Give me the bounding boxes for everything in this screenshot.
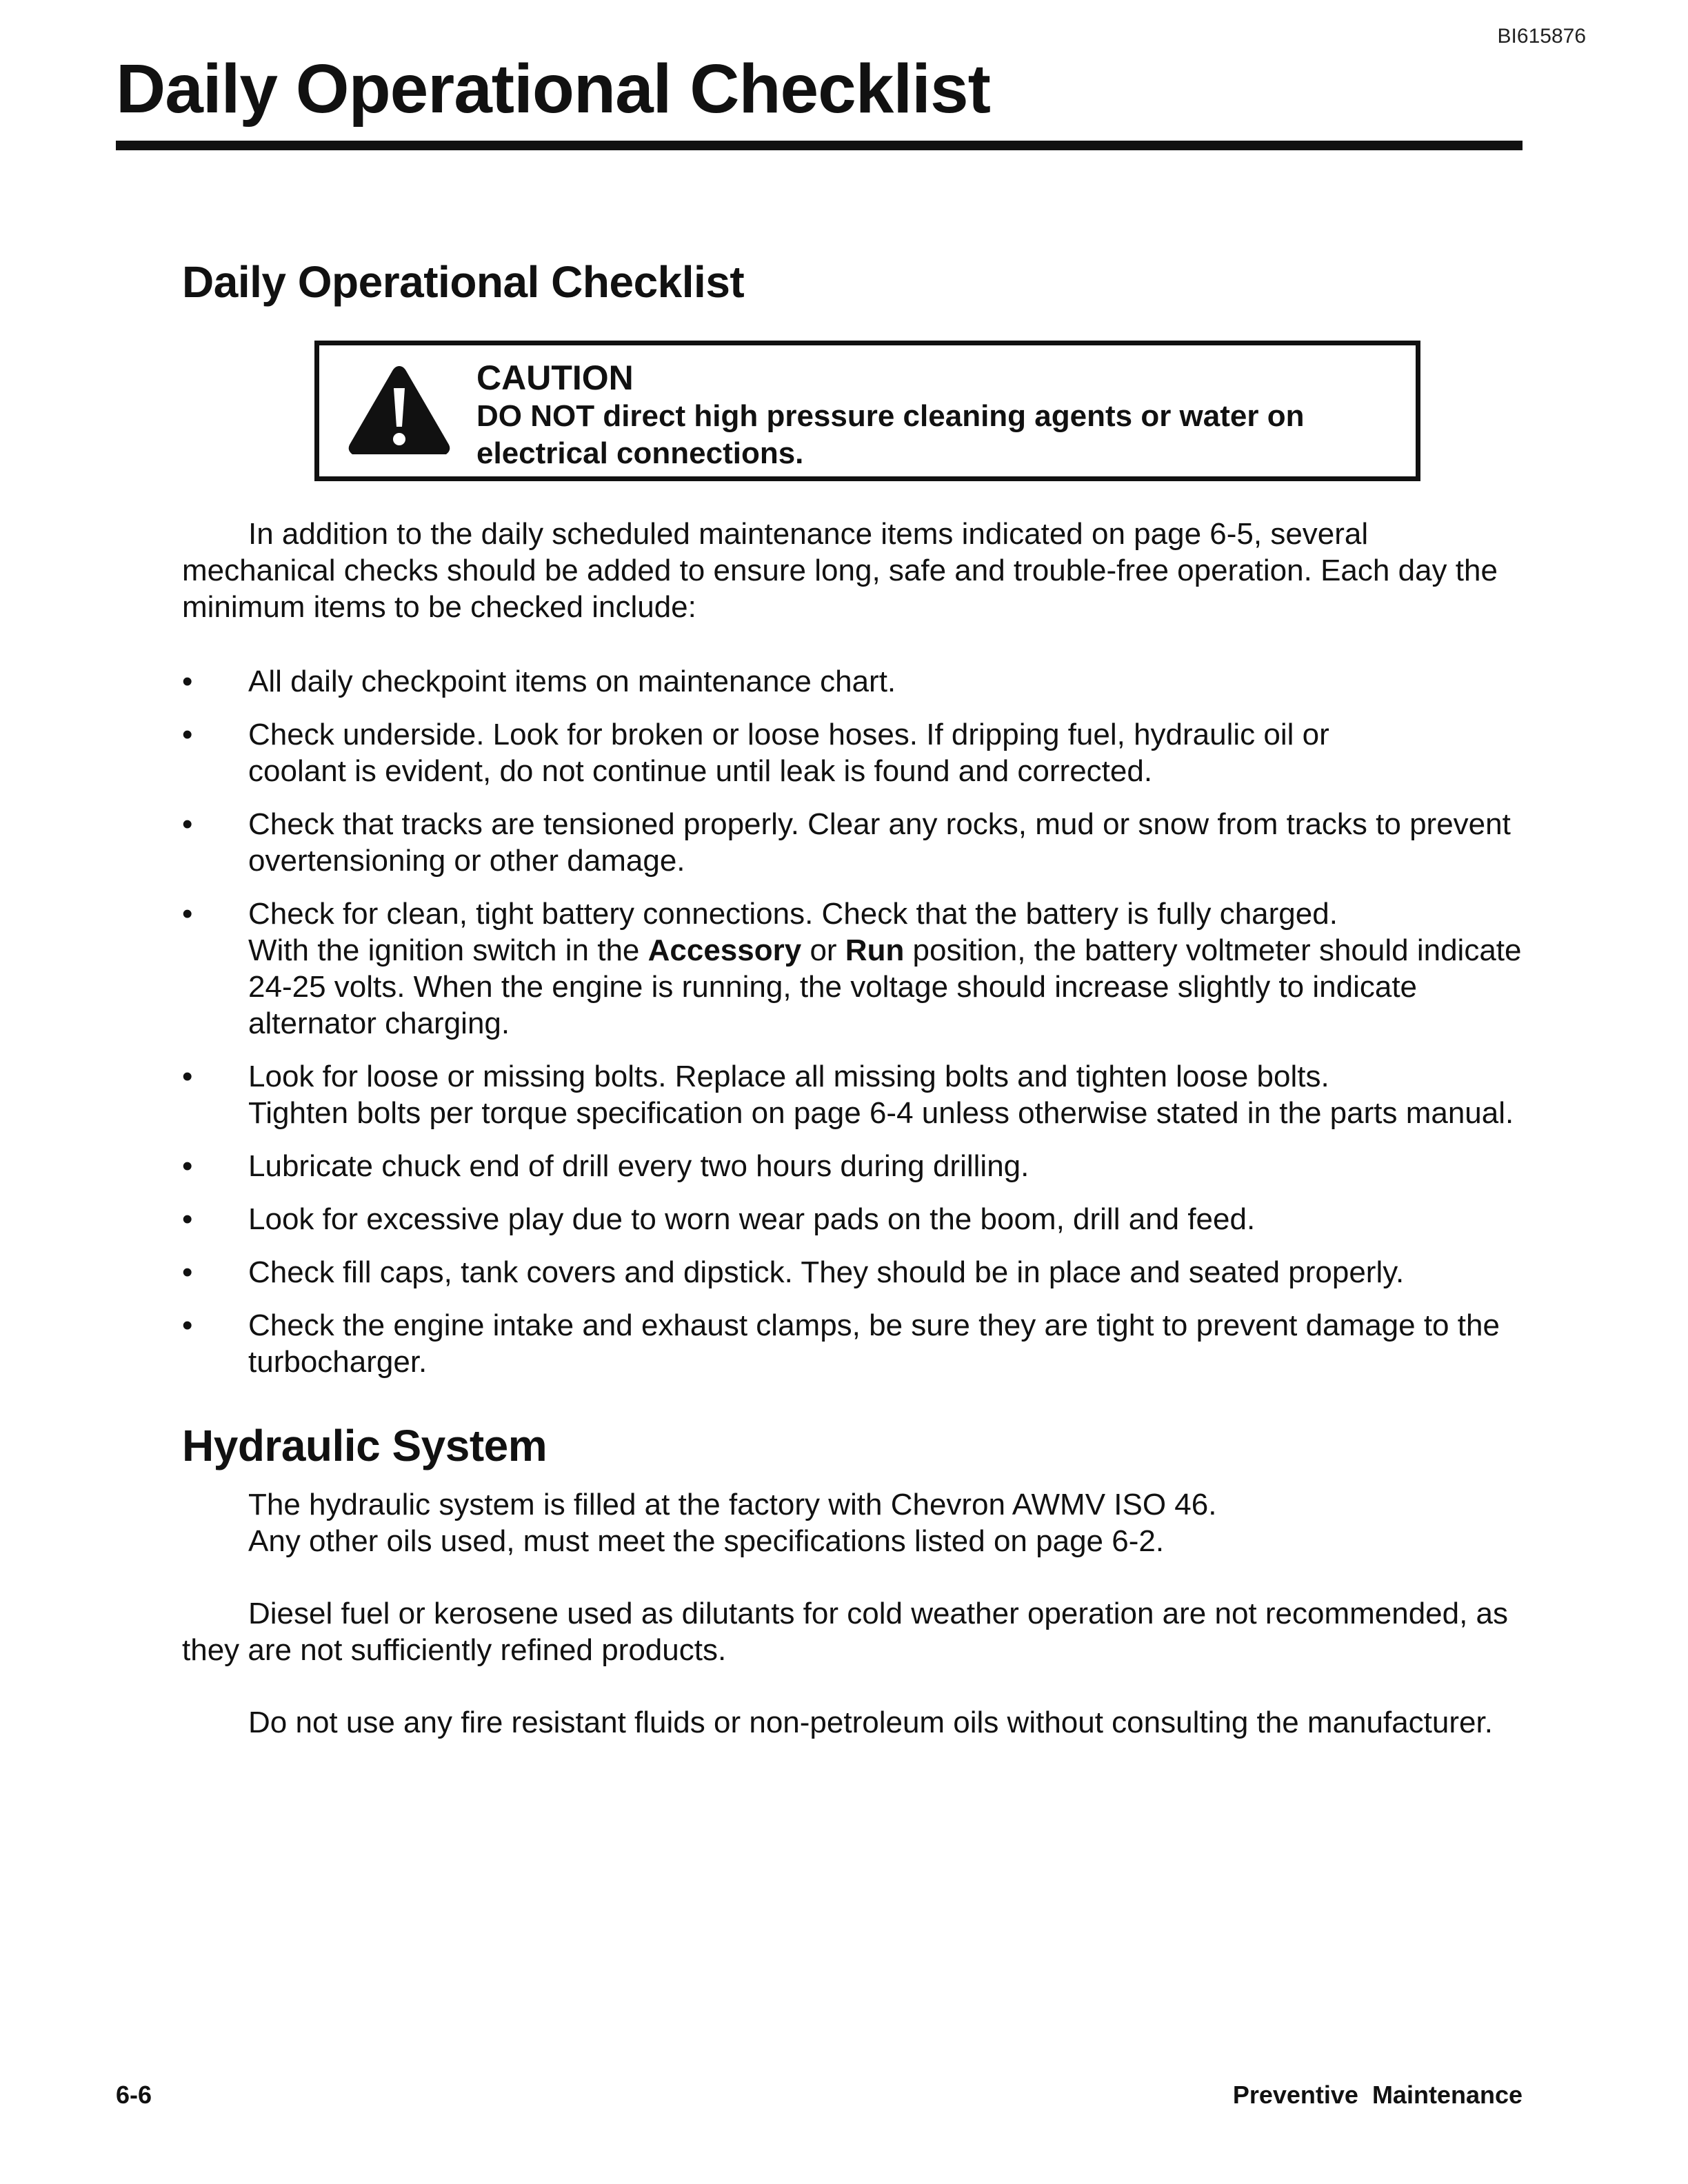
warning-triangle-icon [345,363,453,460]
bullet: • [182,1202,193,1236]
item-text: Check the engine intake and exhaust clamps, be sure they are tight to prevent damage to the turbocharger. [248,1308,1500,1379]
item-text: coolant is evident, do not continue until leak is found and corrected. [248,754,1153,788]
item-text: All daily checkpoint items on maintenance chart. [248,665,896,698]
document-id: BI615876 [1497,25,1586,48]
item-text: Tighten bolts per torque specification on page 6-4 unless otherwise stated in the parts manual. [248,1096,1514,1130]
list-item [182,1307,1527,1380]
item-text: Look for excessive play due to worn wear pads on the boom, drill and feed. [248,1202,1256,1236]
list-item [182,663,1527,700]
item-text: Lubricate chuck end of drill every two hours during drilling. [248,1149,1029,1183]
intro-paragraph: In addition to the daily scheduled maintenance items indicated on page 6-5, several mechanical checks should be added to ensure long, safe and trouble-free operation. Each day the minimum items to be checked include: [182,517,1498,624]
item-text: Check that tracks are tensioned properly. Clear any rocks, mud or snow from tracks to prevent overtensioning or other damage. [248,807,1511,878]
caution-title: CAUTION [476,358,634,397]
list-item [182,896,1527,1042]
hydraulic-text: Any other oils used, must meet the specifications listed on page 6-2. [248,1524,1165,1558]
bullet: • [182,1149,193,1183]
run-label: Run [845,933,905,967]
section-heading-hydraulic: Hydraulic System [182,1421,547,1470]
checklist [182,663,1527,1397]
caution-text: DO NOT direct high pressure cleaning agents or water on electrical connections. [476,399,1305,470]
list-item [182,1201,1527,1237]
bullet: • [182,1255,193,1289]
footer-section-name: Preventive Maintenance [1232,2081,1523,2109]
bullet: • [182,897,193,931]
item-text-segment: or [801,933,845,967]
section-heading-checklist: Daily Operational Checklist [182,257,745,307]
bullet: • [182,1308,193,1342]
list-item [182,1254,1527,1291]
item-text: Look for loose or missing bolts. Replace all missing bolts and tighten loose bolts. [248,1060,1329,1093]
hydraulic-text: The hydraulic system is filled at the factory with Chevron AWMV ISO 46. [248,1488,1217,1521]
bullet: • [182,1060,193,1093]
list-item [182,1058,1527,1131]
caution-box [314,341,1420,481]
page-title: Daily Operational Checklist [116,50,990,128]
hydraulic-paragraph: Diesel fuel or kerosene used as dilutants for cold weather operation are not recommended, as they are not sufficiently refined products. [182,1597,1509,1667]
item-text: Check underside. Look for broken or loose hoses. If dripping fuel, hydraulic oil or [248,718,1329,751]
page-number: 6-6 [116,2081,152,2109]
item-text-segment: position, the battery voltmeter should indicate 24-25 volts. When the engine is running, the voltage should increase slightly to indicate alternator charging. [248,933,1522,1040]
accessory-label: Accessory [647,933,802,967]
hydraulic-paragraph: Do not use any fire resistant fluids or non-petroleum oils without consulting the manufacturer. [248,1706,1493,1739]
list-item [182,716,1527,789]
bullet: • [182,807,193,841]
item-text: Check for clean, tight battery connections. Check that the battery is fully charged. [248,897,1338,931]
list-item [182,1148,1527,1184]
item-text [248,932,1527,1042]
list-item [182,806,1527,879]
item-text: Check fill caps, tank covers and dipstick. They should be in place and seated properly. [248,1255,1405,1289]
item-text-segment: With the ignition switch in the [248,933,648,967]
title-divider [116,141,1523,150]
bullet: • [182,718,193,751]
bullet: • [182,665,193,698]
